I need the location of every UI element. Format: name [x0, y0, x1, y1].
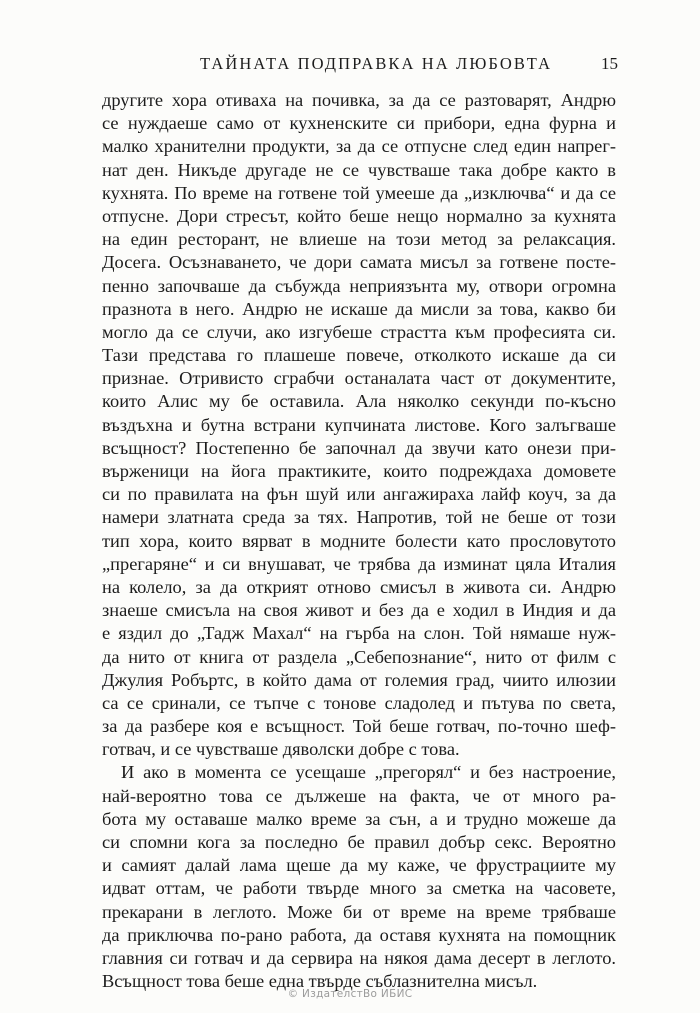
text-line: празнота в него. Андрю не искаше да мисли за това, какво би — [102, 298, 616, 319]
text-line: си по правилата на фън шуй или ангажираха лайф коуч, за да — [102, 484, 616, 505]
paragraph — [102, 761, 616, 993]
text-line: Всъщност това беше една твърде съблазнителна мисъл. — [102, 971, 538, 992]
text-line: Джулия Робъртс, в който дама от големия град, чиито илюзии — [102, 669, 616, 690]
text-line: въздъхна и бутна встрани купчината листове. Кого залъгваше — [102, 414, 616, 435]
running-header — [102, 54, 618, 78]
text-line: И ако в момента се усещаше „прегорял“ и без настроение, — [121, 762, 616, 783]
publisher-copyright: © ИздателстВо ИБИС — [287, 988, 413, 1000]
text-line: готвач, и се чувстваше дяволски добре с това. — [102, 739, 460, 760]
text-line: се нуждаеше само от кухненските си прибори, една фурна и — [102, 113, 616, 134]
text-line: най-вероятно това се дължеше на факта, че от много ра- — [102, 785, 616, 806]
text-line: кухнята. По време на готвене той умееше да „изключва“ и да се — [102, 182, 616, 203]
text-line: другите хора отиваха на почивка, за да се разтоварят, Андрю — [102, 90, 616, 110]
text-line: признае. Отривисто сграбчи останалата част от документите, — [102, 368, 616, 389]
text-line: е яздил до „Тадж Махал“ на гърба на слон. Той нямаше нуж- — [102, 623, 616, 644]
text-line: главния си готвач и да сервира на някоя дама десерт в леглото. — [102, 947, 616, 968]
text-line: могло да се случи, ако изгубеше страстта към професията си. — [102, 321, 616, 342]
text-line: пенно започваше да събужда неприязънта му, отвори огромна — [102, 275, 616, 296]
text-line: знаеше смисъла на своя живот и без да е ходил в Индия и да — [102, 600, 616, 621]
text-line: върженици на йога практиките, които подреждаха домовете — [102, 461, 616, 481]
text-line: Досега. Осъзнаването, че дори самата мисъл за готвене посте- — [102, 252, 616, 273]
text-line: нат ден. Никъде другаде не се чувстваше така добре както в — [102, 159, 616, 180]
text-line: на един ресторант, не влиеше на този метод за релаксация. — [102, 229, 616, 250]
text-line: тип хора, които вярват в модните болести като прословутото — [102, 530, 616, 551]
text-line: бота му оставаше малко време за сън, а и трудно можеше да — [102, 808, 616, 829]
text-line: и самият далай лама щеше да му каже, че фрустрациите му — [102, 855, 616, 876]
text-line: всъщност? Постепенно бе започнал да звучи като онези при- — [102, 437, 616, 458]
text-line: да нито от книга от раздела „Себепознание“, нито от филм с — [102, 646, 616, 667]
book-title: ТАЙНАТА ПОДПРАВКА НА ЛЮБОВТА — [200, 54, 553, 73]
text-line: Тази представа го плашеше повече, отколкото искаше да си — [102, 345, 616, 366]
text-line: малко хранителни продукти, за да се отпусне след един напрег- — [102, 136, 616, 157]
text-line: прекарани в леглото. Може би от време на време трябваше — [102, 901, 616, 922]
text-line: намери златната среда за тях. Напротив, той не беше от този — [102, 507, 616, 528]
page-number: 15 — [601, 54, 618, 73]
text-line: да приключва по-рано работа, да оставя кухнята на помощник — [102, 924, 616, 945]
text-line: идват оттам, че работи твърде много за сметка на часовете, — [102, 878, 616, 899]
page-body-text — [102, 89, 616, 993]
text-line: „прегаряне“ и си внушават, че трябва да изминат цяла Италия — [102, 553, 616, 574]
text-line: отпусне. Дори стресът, който беше нещо нормално за кухнята — [102, 205, 616, 226]
text-line: които Алис му бе оставила. Ала няколко секунди по-късно — [102, 391, 616, 412]
text-line: на колело, за да открият отново смисъл в живота си. Андрю — [102, 576, 616, 597]
text-line: са се сринали, се тъпче с тонове сладолед и пътува по света, — [102, 692, 616, 713]
text-line: си спомни кога за последно бе правил добър секс. Вероятно — [102, 832, 616, 852]
text-line: за да разбере коя е всъщност. Той беше готвач, по-точно шеф- — [102, 716, 616, 737]
paragraph — [102, 89, 616, 761]
